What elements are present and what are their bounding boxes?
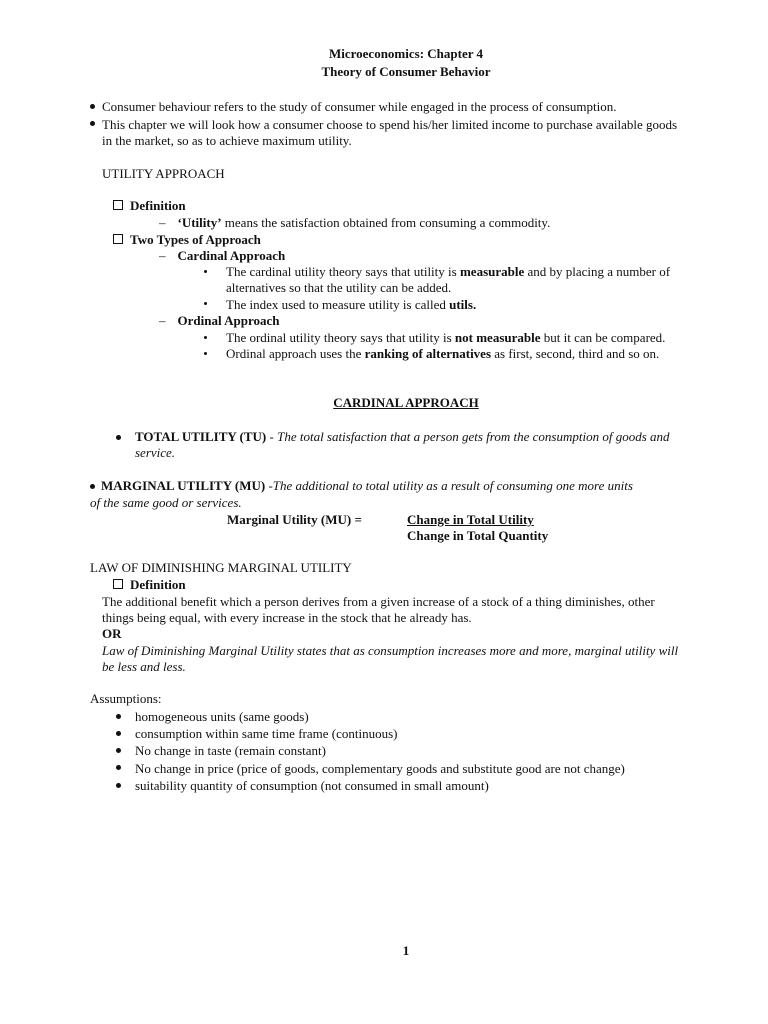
checkbox-square-icon [113, 234, 123, 244]
assumption-item: homogeneous units (same goods) [135, 709, 309, 724]
assumption-item: consumption within same time frame (continuous) [135, 726, 398, 741]
law-definition-item: Definition [113, 577, 186, 593]
checkbox-square-icon [113, 200, 123, 210]
checkbox-square-icon [113, 579, 123, 589]
sub-bullet-icon [204, 302, 207, 305]
types-item: Two Types of Approach [113, 232, 261, 248]
bullet-icon [116, 435, 121, 440]
or-label: OR [102, 626, 122, 641]
total-utility-definition-cont: service. [135, 445, 176, 460]
formula-lhs: Marginal Utility (MU) = [227, 512, 362, 527]
marginal-utility-definition-cont: of the same good or services. [90, 495, 242, 510]
cardinal-point-1: The cardinal utility theory says that utility is measurable and by placing a number of [226, 264, 671, 279]
law-text-line: things being equal, with every increase in the stock that he already has. [102, 610, 472, 625]
law-text-line: The additional benefit which a person derives from a given increase of a stock of a thing diminishes, other [102, 594, 655, 609]
definition-item: Definition [113, 198, 186, 214]
bullet-icon [116, 765, 121, 770]
marginal-utility-definition: MARGINAL UTILITY (MU) -The additional to total utility as a result of consuming one more units [101, 478, 633, 493]
sub-bullet-icon [204, 352, 207, 355]
sub-bullet-icon [204, 270, 207, 273]
total-utility-definition: TOTAL UTILITY (TU) - The total satisfaction that a person gets from the consumption of goods and [135, 429, 670, 444]
cardinal-approach-label: – Cardinal Approach [159, 248, 286, 263]
assumption-item: No change in price (price of goods, complementary goods and substitute good are not change) [135, 761, 625, 776]
page-number: 1 [402, 943, 410, 958]
formula-denominator: Change in Total Quantity [407, 528, 549, 543]
bullet-icon [90, 104, 95, 109]
bullet-icon [116, 783, 121, 788]
utility-approach-heading: UTILITY APPROACH [102, 166, 225, 181]
document-subtitle: Theory of Consumer Behavior [321, 64, 491, 79]
assumption-item: suitability quantity of consumption (not consumed in small amount) [135, 778, 489, 793]
bullet-icon [90, 121, 95, 126]
cardinal-point-2: The index used to measure utility is called utils. [226, 297, 477, 312]
ordinal-point-1: The ordinal utility theory says that utility is not measurable but it can be compared. [226, 330, 666, 345]
bullet-icon [90, 484, 95, 489]
intro-line: in the market, so as to achieve maximum utility. [102, 133, 352, 148]
intro-line: Consumer behaviour refers to the study of consumer while engaged in the process of consumption. [102, 99, 617, 114]
cardinal-point-1-cont: alternatives so that the utility can be added. [226, 280, 452, 295]
assumptions-label: Assumptions: [90, 691, 162, 706]
assumption-item: No change in taste (remain constant) [135, 743, 326, 758]
intro-line: This chapter we will look how a consumer choose to spend his/her limited income to purchase available goods [102, 117, 678, 132]
bullet-icon [116, 748, 121, 753]
law-alt-line: Law of Diminishing Marginal Utility states that as consumption increases more and more, marginal utility will [102, 643, 679, 658]
ordinal-point-2: Ordinal approach uses the ranking of alternatives as first, second, third and so on. [226, 346, 660, 361]
cardinal-approach-heading: CARDINAL APPROACH [333, 395, 479, 410]
formula-numerator: Change in Total Utility [407, 512, 534, 527]
law-heading: LAW OF DIMINISHING MARGINAL UTILITY [90, 560, 352, 575]
sub-bullet-icon [204, 336, 207, 339]
utility-definition: – ‘Utility’ means the satisfaction obtained from consuming a commodity. [159, 215, 551, 230]
bullet-icon [116, 731, 121, 736]
law-alt-line: be less and less. [102, 659, 186, 674]
bullet-icon [116, 714, 121, 719]
document-title: Microeconomics: Chapter 4 [328, 46, 484, 61]
ordinal-approach-label: – Ordinal Approach [159, 313, 280, 328]
